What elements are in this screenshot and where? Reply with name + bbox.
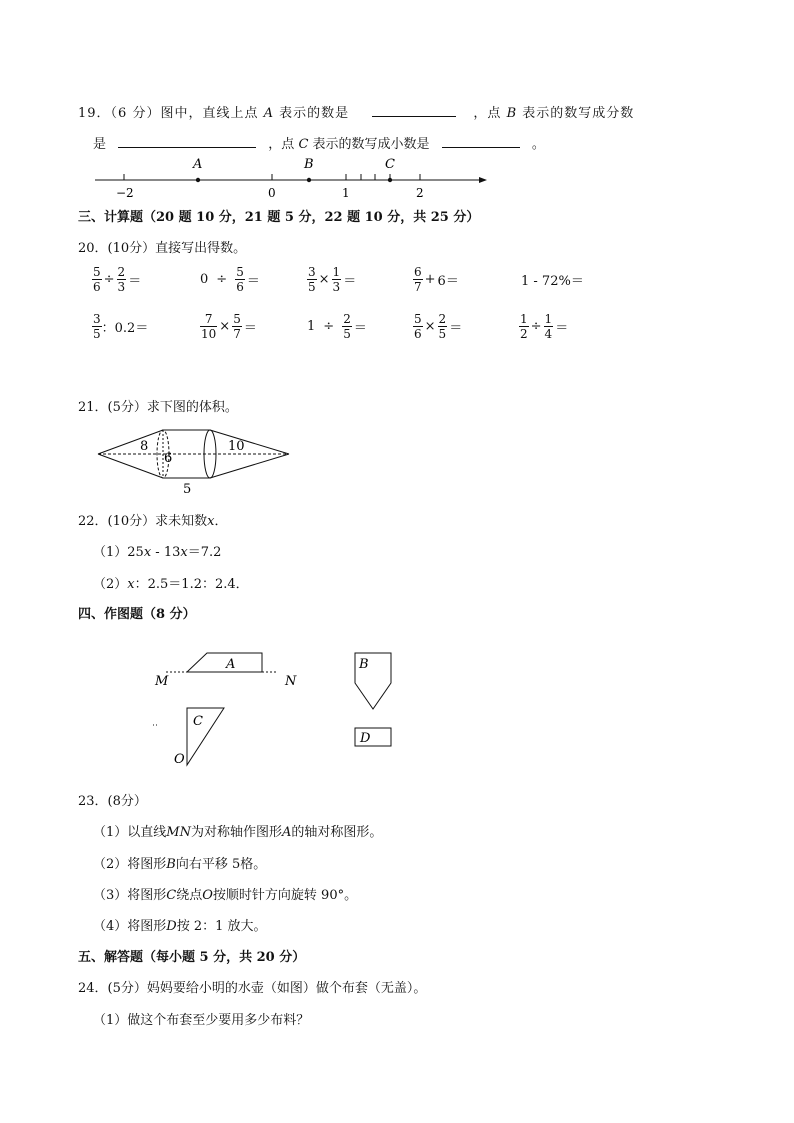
fraction: $\frac{5}{6}$ [236, 265, 244, 294]
q19-text: 表示的数是 [279, 106, 350, 121]
expression: 1 - 72%＝ [521, 274, 584, 289]
q23-item1: （1）以直线MN为对称轴作图形A的轴对称图形。 [93, 825, 383, 840]
expression: $\frac{3}{5}$ ：0.2＝ [93, 312, 149, 341]
q21-title: 21．(5分）求下图的体积。 [78, 400, 238, 415]
q19-text: ，点 [268, 137, 295, 152]
q23-item3: （3）将图形C绕点O按顺时针方向旋转 90°。 [93, 888, 358, 903]
q20-title: 20．(10分）直接写出得数。 [78, 241, 247, 256]
expression: $\frac{3}{5}$ × $\frac{1}{3}$ ＝ [308, 265, 357, 294]
number-line [0, 150, 794, 210]
fraction: $\frac{2}{3}$ [117, 265, 126, 294]
fraction: $\frac{7}{10}$ [201, 312, 217, 341]
cone-cylinder-figure [0, 420, 794, 500]
answer-blank-c[interactable] [442, 135, 520, 148]
tick-label: 2 [416, 186, 424, 200]
label-c: C [193, 714, 203, 729]
q23-item4: （4）将图形D按 2：1 放大。 [93, 919, 267, 934]
dim-diameter: 6 [164, 451, 173, 466]
q22-part2: （2）x：2.5＝1.2：2.4． [93, 577, 249, 592]
tick-label: 1 [342, 186, 350, 200]
tick-label: −2 [116, 186, 134, 200]
label-n: N [285, 674, 297, 689]
q24-item1: （1）做这个布套至少要用多少布料？ [93, 1013, 310, 1028]
fraction: $\frac{1}{4}$ [544, 312, 553, 341]
q19-var-c: C [298, 137, 309, 152]
q24-title: 24．(5分）妈妈要给小明的水壶（如图）做个布套（无盖）。 [78, 981, 427, 996]
expression: $\frac{6}{7}$ + 6＝ [414, 265, 459, 294]
drawing-figures [0, 645, 794, 775]
dim-left-cone: 8 [140, 439, 149, 454]
q19-text: 表示的数写成分数 [522, 106, 635, 121]
q19-var-a: A [263, 106, 274, 121]
q22-title: 22．(10分）求未知数x． [78, 514, 228, 529]
fraction: $\frac{3}{5}$ [93, 312, 101, 341]
section-three-title: 三、计算题（20 题 10 分，21 题 5 分，22 题 10 分，共 25 分） [78, 210, 480, 225]
section-four-title: 四、作图题（8 分） [78, 607, 196, 622]
q22-part1: （1）25x - 13x＝7.2 [93, 545, 222, 560]
fraction: $\frac{2}{5}$ [438, 312, 447, 341]
tick-label: 0 [268, 186, 276, 200]
q23-title: 23．(8分） [78, 794, 147, 809]
q19-var-b: B [506, 106, 518, 121]
fraction: $\frac{1}{3}$ [332, 265, 341, 294]
label-d: D [360, 731, 371, 746]
q19-text: ，点 [473, 106, 502, 121]
fraction: $\frac{5}{6}$ [414, 312, 422, 341]
fraction: $\frac{2}{5}$ [343, 312, 351, 341]
expression: $\frac{1}{2}$ ÷ $\frac{1}{4}$ ＝ [520, 312, 569, 341]
section-five-title: 五、解答题（每小题 5 分，共 20 分） [78, 950, 306, 965]
q19-text: 表示的数写成小数是 [312, 137, 430, 152]
expression: $\frac{5}{6}$ ÷ $\frac{2}{3}$ ＝ [93, 265, 142, 294]
point-label-a: A [193, 157, 203, 172]
expression: 0 ÷ $\frac{5}{6}$ ＝ [200, 265, 260, 294]
expression: 1 ÷ $\frac{2}{5}$ ＝ [307, 312, 367, 341]
answer-blank-b[interactable] [118, 135, 256, 148]
fraction: $\frac{3}{5}$ [308, 265, 316, 294]
dim-right-cone: 10 [228, 439, 245, 454]
q23-item2: （2）将图形B向右平移 5格。 [93, 857, 267, 872]
fraction: $\frac{1}{2}$ [520, 312, 528, 341]
label-o: O [174, 752, 185, 767]
fraction: $\frac{5}{6}$ [93, 265, 101, 294]
label-m: M [155, 674, 169, 689]
expression: $\frac{7}{10}$ × $\frac{5}{7}$ ＝ [201, 312, 257, 341]
q19-text: 是 [93, 137, 107, 152]
answer-blank-a[interactable] [372, 104, 456, 117]
fraction: $\frac{6}{7}$ [414, 265, 422, 294]
q19-text: 19．（6 分）图中，直线上点 [78, 106, 259, 121]
label-b: B [359, 657, 369, 672]
dim-cylinder-length: 5 [183, 482, 192, 497]
point-label-b: B [304, 157, 314, 172]
label-a: A [226, 657, 236, 672]
q19-text: 。 [531, 137, 545, 152]
expression: $\frac{5}{6}$ × $\frac{2}{5}$ ＝ [414, 312, 463, 341]
fraction: $\frac{5}{7}$ [233, 312, 241, 341]
q19-line1 [78, 102, 634, 121]
point-label-c: C [385, 157, 395, 172]
